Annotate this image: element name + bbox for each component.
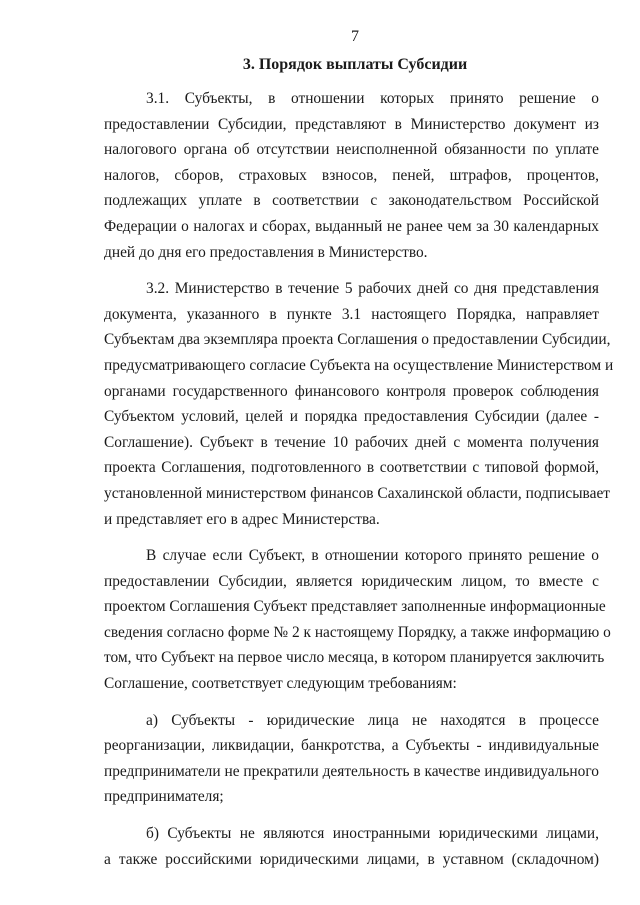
paragraph-legal-entity	[104, 543, 611, 697]
text-line: Федерации о налогах и сборах, выданный не ранее чем за 30 календарных	[104, 217, 599, 235]
text-line: том, что Субъект на первое число месяца, в котором планируется заключить	[104, 649, 605, 667]
text-line: а также российскими юридическими лицами, в уставном (складочном)	[104, 850, 599, 868]
text-line: документа, указанного в пункте 3.1 настоящего Порядка, направляет	[104, 305, 599, 323]
text-line: реорганизации, ликвидации, банкротства, а Субъекты - индивидуальные	[104, 737, 599, 755]
text-line: предпринимателя;	[104, 788, 224, 806]
text-line: проектом Соглашения Субъект представляет заполненные информационные	[104, 598, 606, 616]
text-line: сведения согласно форме № 2 к настоящему Порядку, а также информацию о	[104, 623, 611, 641]
text-line: Соглашение, соответствует следующим требованиям:	[104, 675, 457, 693]
body-text	[104, 86, 614, 883]
text-line: предприниматели не прекратили деятельность в качестве индивидуального	[104, 762, 599, 780]
text-line: проекта Соглашения, подготовленного в соответствии с типовой формой,	[104, 459, 599, 477]
text-line: 3.2. Министерство в течение 5 рабочих дней со дня представления	[146, 280, 599, 298]
text-line: б) Субъекты не являются иностранными юридическими лицами,	[146, 825, 599, 843]
text-line: В случае если Субъект, в отношении которого принято решение о	[146, 547, 599, 565]
text-line: установленной министерством финансов Сахалинской области, подписывает	[104, 484, 610, 502]
text-line: органами государственного финансового контроля проверок соблюдения	[104, 382, 599, 400]
paragraph-3-1	[104, 86, 599, 265]
text-line: налогового органа об отсутствии неисполненной обязанности по уплате	[104, 141, 599, 159]
text-line: Соглашение). Субъект в течение 10 рабочих дней с момента получения	[104, 433, 599, 451]
text-line: дней до дня его предоставления в Министерство.	[104, 243, 428, 261]
paragraph-3-2	[104, 276, 614, 532]
text-line: налогов, сборов, страховых взносов, пеней, штрафов, процентов,	[104, 166, 599, 184]
text-line: Субъектам два экземпляра проекта Соглашения о предоставлении Субсидии,	[104, 331, 611, 349]
text-line: а) Субъекты - юридические лица не находятся в процессе	[146, 711, 599, 729]
text-line: предусматривающего согласие Субъекта на осуществление Министерством и	[104, 356, 614, 374]
paragraph-item-b	[104, 821, 599, 872]
text-line: Субъектом условий, целей и порядка предоставления Субсидии (далее -	[104, 408, 599, 426]
text-line: предоставлении Субсидии, является юридическим лицом, то вместе с	[104, 572, 599, 590]
page-number: 7	[351, 28, 359, 45]
text-line: 3.1. Субъекты, в отношении которых принято решение о	[146, 90, 599, 107]
paragraph-item-a	[104, 708, 599, 810]
text-line: подлежащих уплате в соответствии с законодательством Российской	[104, 192, 599, 210]
text-line: и представляет его в адрес Министерства.	[104, 510, 380, 528]
section-heading: 3. Порядок выплаты Субсидии	[242, 56, 468, 73]
text-line: предоставлении Субсидии, представляют в Министерство документ из	[104, 115, 599, 133]
